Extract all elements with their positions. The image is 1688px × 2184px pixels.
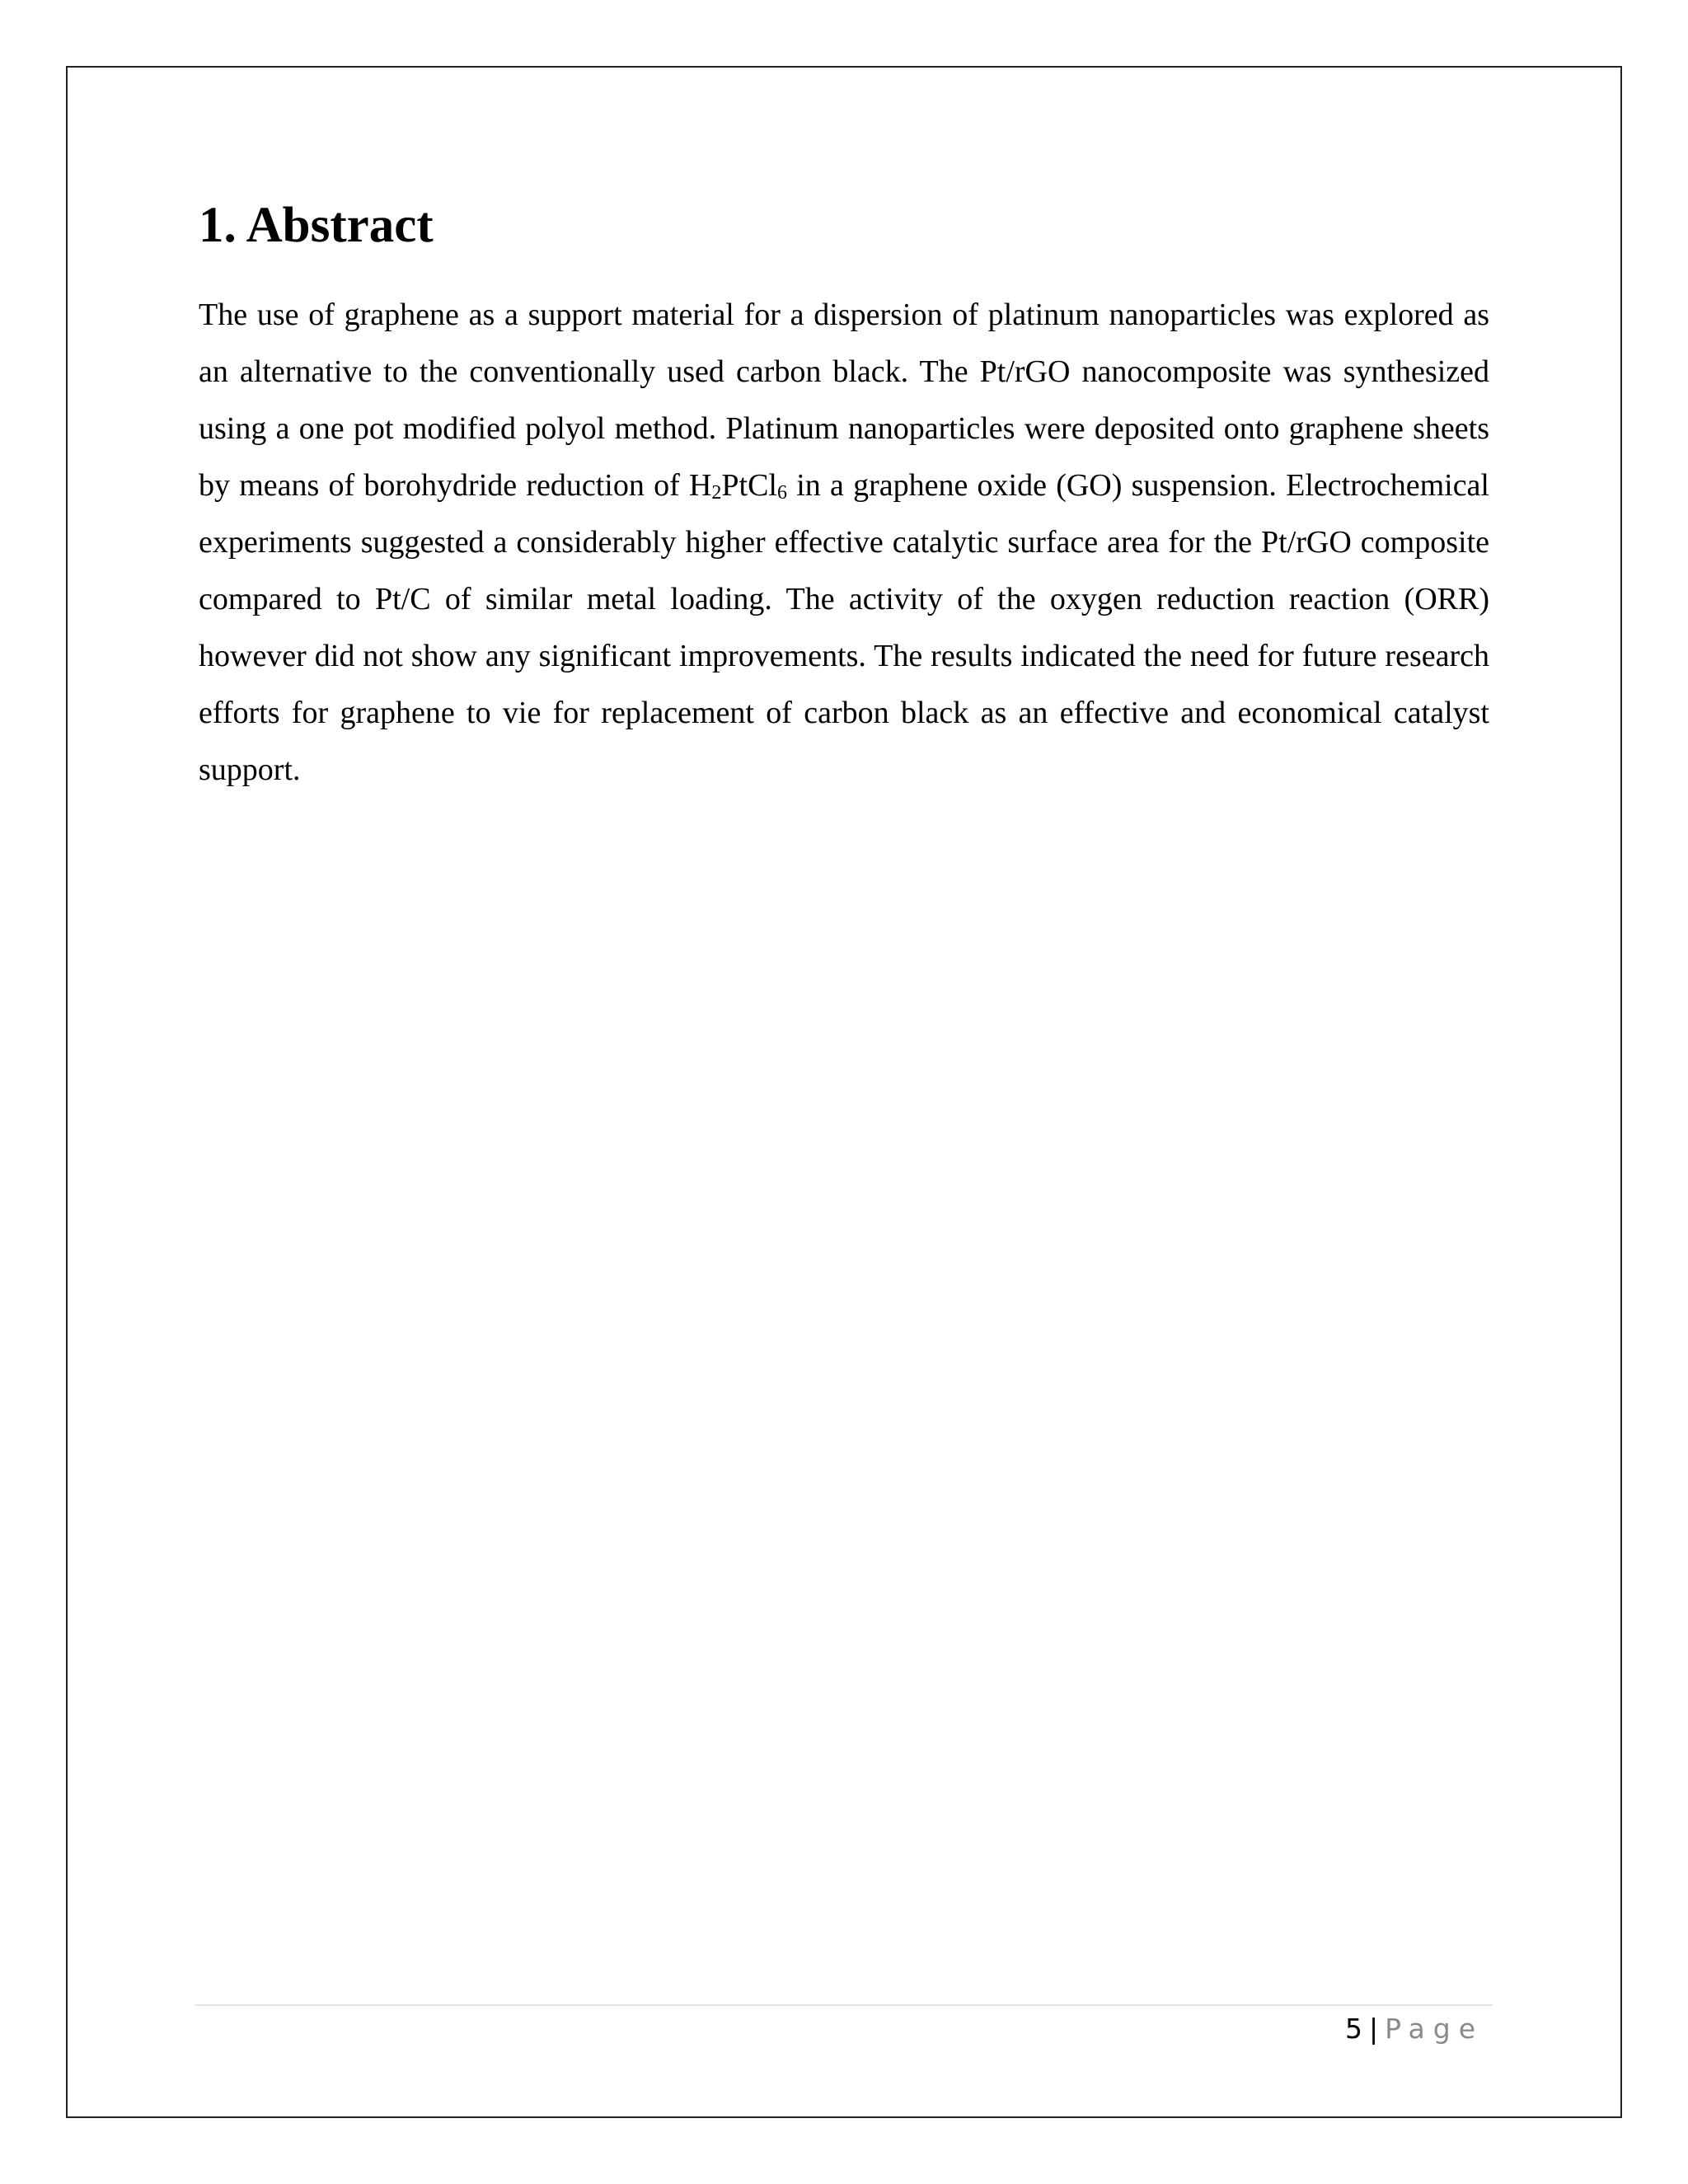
abstract-subscript-1: 2 — [711, 482, 722, 504]
abstract-paragraph — [199, 287, 1489, 799]
page-separator: | — [1368, 2013, 1379, 2045]
section-heading: 1. Abstract — [199, 198, 434, 253]
abstract-text-part2: PtCl — [721, 468, 777, 503]
page-label: Page — [1385, 2013, 1484, 2045]
abstract-text-part1: The use of graphene as a support material for a dispersion of platinum nanoparticles was explored as an alternative to the conventionally used carbon black. The Pt/rGO nanocomposite was synthesized using a one pot modified polyol method. Platinum nanoparticles were deposited onto graphene sheets by means of borohydride reduction of H — [199, 298, 1489, 503]
page-footer — [1345, 2008, 1484, 2050]
page-number: 5 — [1344, 2013, 1362, 2045]
abstract-subscript-2: 6 — [777, 482, 787, 504]
abstract-text-part3: in a graphene oxide (GO) suspension. Electrochemical experiments suggested a considerably higher effective catalytic surface area for the Pt/rGO composite compared to Pt/C of similar metal loading. The activity of the oxygen reduction reaction (ORR) however did not show any significant improvements. The results indicated the need for future research efforts for graphene to vie for replacement of carbon black as an effective and economical catalyst support. — [199, 468, 1489, 787]
footer-divider — [195, 2004, 1493, 2006]
